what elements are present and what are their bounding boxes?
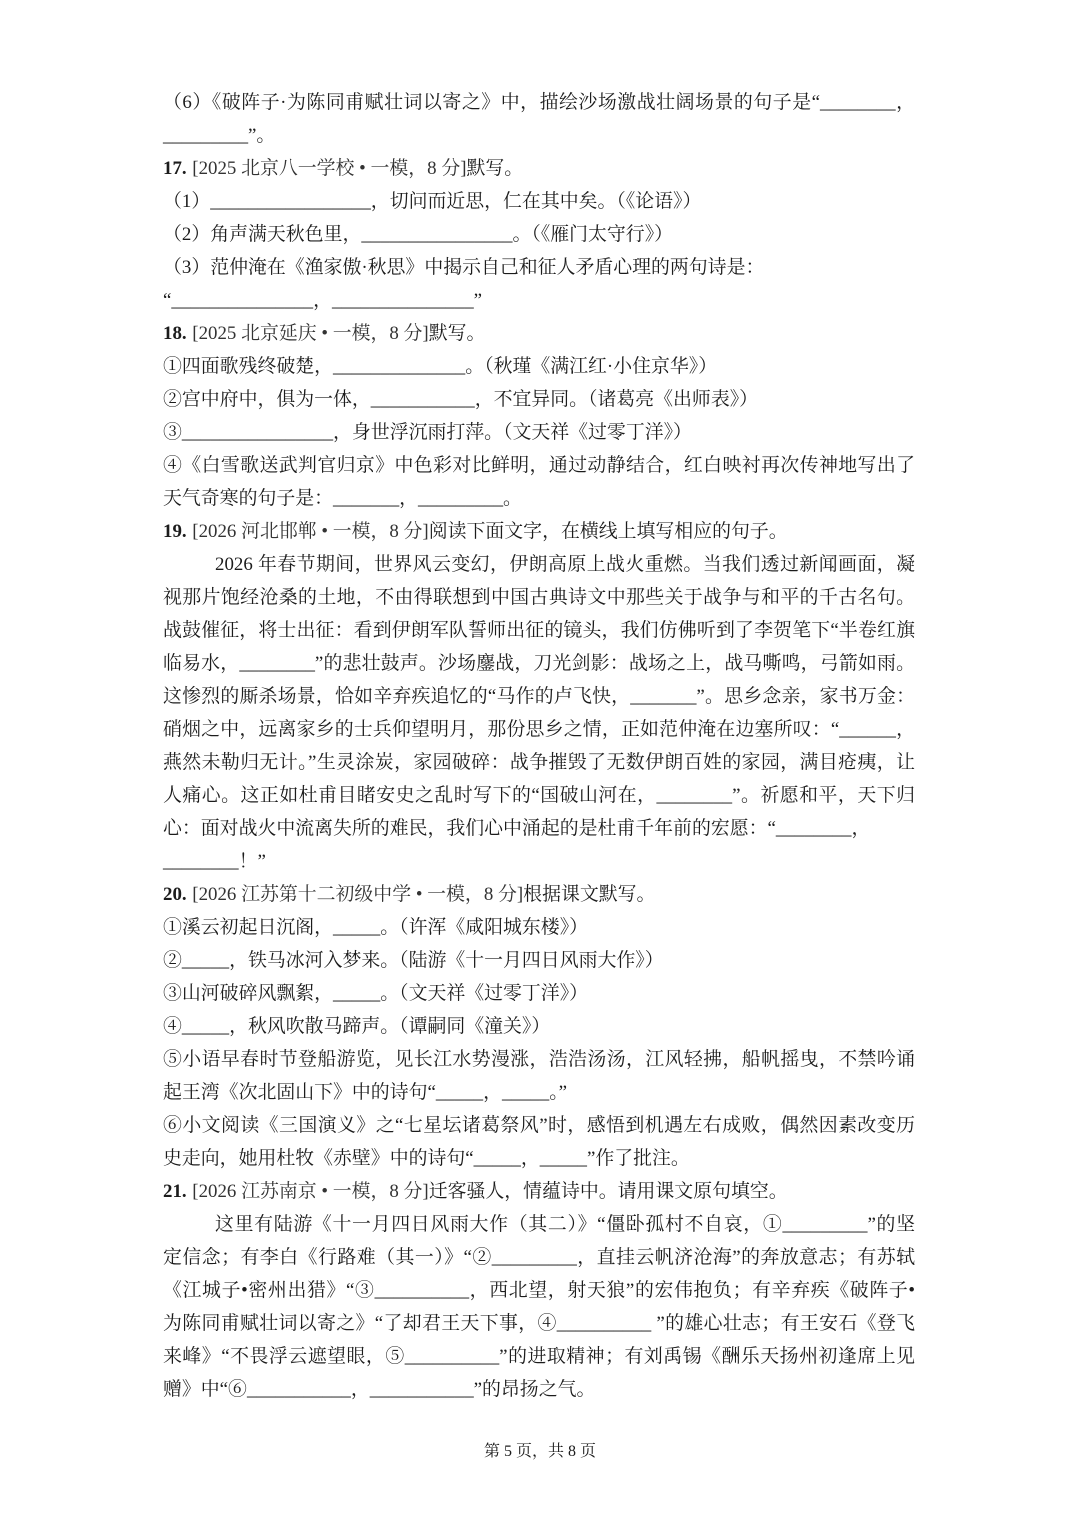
question-18-header	[163, 317, 915, 350]
question-20-number: 20.	[163, 884, 187, 905]
question-19-instruction: 阅读下面文字，在横线上填写相应的句子。	[428, 521, 788, 542]
question-19-passage-line-10: ________！”	[163, 851, 266, 872]
question-18-instruction: 默写。	[428, 323, 486, 344]
question-17-item-1: （1）_________________，切问而近思，仁在其中矣。（《论语》）	[163, 191, 702, 212]
question-19-passage-line-3: 战鼓催征，将士出征：看到伊朗军队誓师出征的镜头，我们仿佛听到了李贺笔下“半卷红旗	[163, 620, 915, 641]
question-19-passage-line-8: 人痛心。这正如杜甫目睹安史之乱时写下的“国破山河在，________”。祈愿和平，天下归	[163, 785, 915, 806]
page-footer	[0, 1438, 1080, 1466]
question-17-source: [2025 北京八一学校 • 一模，8 分]	[192, 158, 467, 179]
question-21-passage-line-1: 这里有陆游《十一月四日风雨大作（其二）》“僵卧孤村不自哀，①_________”的坚	[215, 1214, 915, 1235]
question-21-source: [2026 江苏南京 • 一模，8 分]	[192, 1181, 429, 1202]
question-20-header	[163, 878, 915, 911]
question-20-item-5-line-2: 起王湾《次北固山下》中的诗句“_____，_____。”	[163, 1082, 568, 1103]
question-21-passage-line-6: 赠》中“⑥___________，___________”的昂扬之气。	[163, 1379, 596, 1400]
question-20-item-3: ③山河破碎风飘絮，_____。（文天祥《过零丁洋》）	[163, 983, 589, 1004]
question-20-item-6-line-2: 史走向，她用杜牧《赤壁》中的诗句“_____，_____”作了批注。	[163, 1148, 690, 1169]
question-19-number: 19.	[163, 521, 187, 542]
question-21-instruction: 迁客骚人，情蕴诗中。请用课文原句填空。	[428, 1181, 788, 1202]
question-19-passage-line-2: 视那片饱经沧桑的土地，不由得联想到中国古典诗文中那些关于战争与和平的千古名句。	[163, 587, 915, 608]
question-19-passage-line-5: 这惨烈的厮杀场景，恰如辛弃疾追忆的“马作的卢飞快，_______”。思乡念亲，家书万金：	[163, 686, 915, 707]
question-17-item-2: （2）角声满天秋色里，________________。（《雁门太守行》）	[163, 224, 674, 245]
question-17-header	[163, 152, 915, 185]
question-20-item-1: ①溪云初起日沉阁，_____。（许浑《咸阳城东楼》）	[163, 917, 589, 938]
exam-page-content	[163, 86, 915, 1406]
question-17-item-3-blanks: “_______________，_______________”	[163, 290, 483, 311]
question-18-source: [2025 北京延庆 • 一模，8 分]	[192, 323, 429, 344]
q16-part6-line-1: （6）《破阵子·为陈同甫赋壮词以寄之》中，描绘沙场激战壮阔场景的句子是“________，	[163, 92, 915, 113]
question-19-passage-line-9: 心：面对战火中流离失所的难民，我们心中涌起的是杜甫千年前的宏愿：“________，	[163, 818, 871, 839]
question-18-item-4-line-2: 天气奇寒的句子是：_______，_________。	[163, 488, 522, 509]
question-21-passage-line-2: 定信念；有李白《行路难（其一）》“②_________，直挂云帆济沧海”的奔放意志；有苏轼	[163, 1247, 915, 1268]
question-19-passage-line-1: 2026 年春节期间，世界风云变幻，伊朗高原上战火重燃。当我们透过新闻画面，凝	[215, 554, 915, 575]
question-17-item-3: （3）范仲淹在《渔家傲·秋思》中揭示自己和征人矛盾心理的两句诗是：	[163, 257, 765, 278]
question-20-item-2: ②_____，铁马冰河入梦来。（陆游《十一月四日风雨大作》）	[163, 950, 664, 971]
page-number-label: 第 5 页，共 8 页	[483, 1443, 596, 1460]
question-20-instruction: 根据课文默写。	[523, 884, 656, 905]
question-18-item-4-line-1: ④《白雪歌送武判官归京》中色彩对比鲜明，通过动静结合，红白映衬再次传神地写出了	[163, 455, 915, 476]
question-18-item-3: ③________________，身世浮沉雨打萍。（文天祥《过零丁洋》）	[163, 422, 692, 443]
question-19-header	[163, 515, 915, 548]
question-21-passage-line-4: 为陈同甫赋壮词以寄之》“了却君王天下事，④__________ ”的雄心壮志；有王安石《登飞	[163, 1313, 915, 1334]
question-19-passage-line-6: 硝烟之中，远离家乡的士兵仰望明月，那份思乡之情，正如范仲淹在边塞所叹：“______，	[163, 719, 915, 740]
question-18-item-1: ①四面歌残终破楚，______________。（秋瑾《满江红·小住京华》）	[163, 356, 718, 377]
question-20-item-6-line-1: ⑥小文阅读《三国演义》之“七星坛诸葛祭风”时，感悟到机遇左右成败，偶然因素改变历	[163, 1115, 915, 1136]
question-20-item-4: ④_____，秋风吹散马蹄声。（谭嗣同《潼关》）	[163, 1016, 551, 1037]
question-19-passage-line-4: 临易水，________”的悲壮鼓声。沙场鏖战，刀光剑影：战场之上，战马嘶鸣，弓箭如雨。	[163, 653, 915, 674]
question-20-source: [2026 江苏第十二初级中学 • 一模，8 分]	[192, 884, 524, 905]
question-18-number: 18.	[163, 323, 187, 344]
question-19-passage-line-7: 燕然未勒归无计。”生灵涂炭，家园破碎：战争摧毁了无数伊朗百姓的家园，满目疮痍，让	[163, 752, 915, 773]
question-21-number: 21.	[163, 1181, 187, 1202]
question-17-number: 17.	[163, 158, 187, 179]
question-18-item-2: ②宫中府中，俱为一体，___________，不宜异同。（诸葛亮《出师表》）	[163, 389, 759, 410]
question-21-passage-line-3: 《江城子•密州出猎》“③__________，西北望，射天狼”的宏伟抱负；有辛弃疾《破阵子•	[163, 1280, 915, 1301]
question-20-item-5-line-1: ⑤小语早春时节登船游览，见长江水势漫涨，浩浩汤汤，江风轻拂，船帆摇曳，不禁吟诵	[163, 1049, 915, 1070]
question-21-header	[163, 1175, 915, 1208]
question-19-source: [2026 河北邯郸 • 一模，8 分]	[192, 521, 429, 542]
question-21-passage-line-5: 来峰》“不畏浮云遮望眼，⑤__________”的进取精神；有刘禹锡《酬乐天扬州初逢席上见	[163, 1346, 915, 1367]
question-17-instruction: 默写。	[466, 158, 524, 179]
q16-part6-line-2: _________”。	[163, 125, 276, 146]
